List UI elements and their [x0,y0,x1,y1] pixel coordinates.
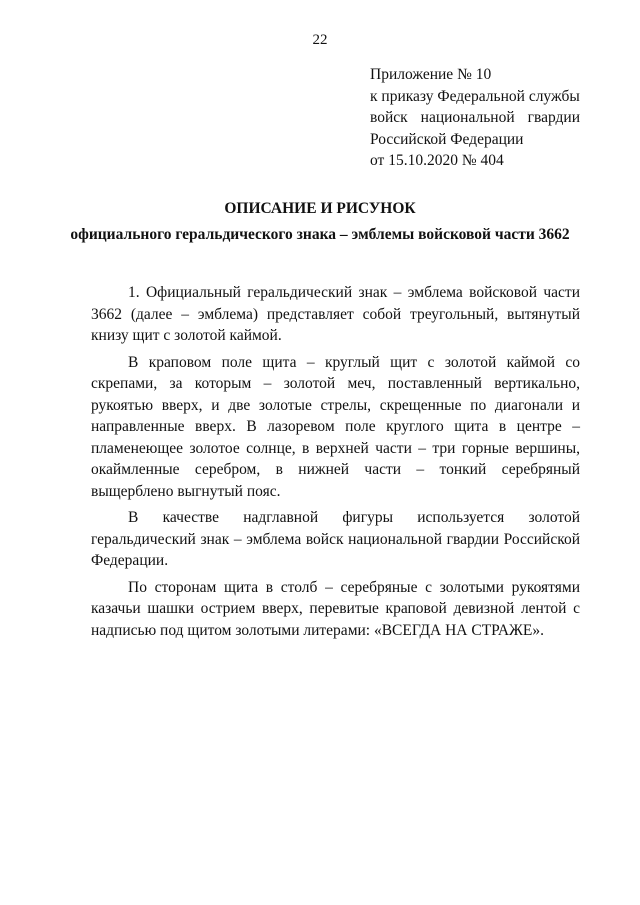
appendix-block [370,64,580,172]
paragraph-3: В качестве надглавной фигуры используется золотой геральдический знак – эмблема войск национальной гвардии Российской Федерации. [91,509,580,569]
paragraph-4: По сторонам щита в столб – серебряные с золотыми рукоятями казачьи шашки острием вверх, перевитые краповой девизной лентой с надписью под щитом золотыми литерами: «ВСЕГДА НА СТРАЖЕ». [91,578,580,639]
document-body [91,282,580,646]
page-number: 22 [312,32,328,48]
appendix-line-order: к приказу Федеральной службы [370,87,580,105]
paragraph-1: 1. Официальный геральдический знак – эмблема войсковой части 3662 (далее – эмблема) представляет собой треугольный, вытянутый книзу щит с золотой каймой. [91,284,580,344]
document-subtitle: официального геральдического знака – эмблемы войсковой части 3662 [70,226,570,243]
appendix-line-country: Российской Федерации [370,130,524,148]
document-title: ОПИСАНИЕ И РИСУНОК [224,200,416,217]
appendix-line-date: от 15.10.2020 № 404 [370,152,504,170]
paragraph-2: В краповом поле щита – круглый щит с золотой каймой со скрепами, за которым – золотой меч, поставленный вертикально, рукоятью вверх, и две золотые стрелы, скрещенные по диагонали и направленные вверх. В лазоревом поле круглого щита в центре – пламенеющее золотое солнце, в верхней части – три горные вершины, окаймленные серебром, в нижней части – тонкий серебряный выщерблено выгнутый пояс. [91,353,580,500]
appendix-line-service: войск национальной гвардии [370,109,580,127]
appendix-line-number: Приложение № 10 [370,66,492,83]
